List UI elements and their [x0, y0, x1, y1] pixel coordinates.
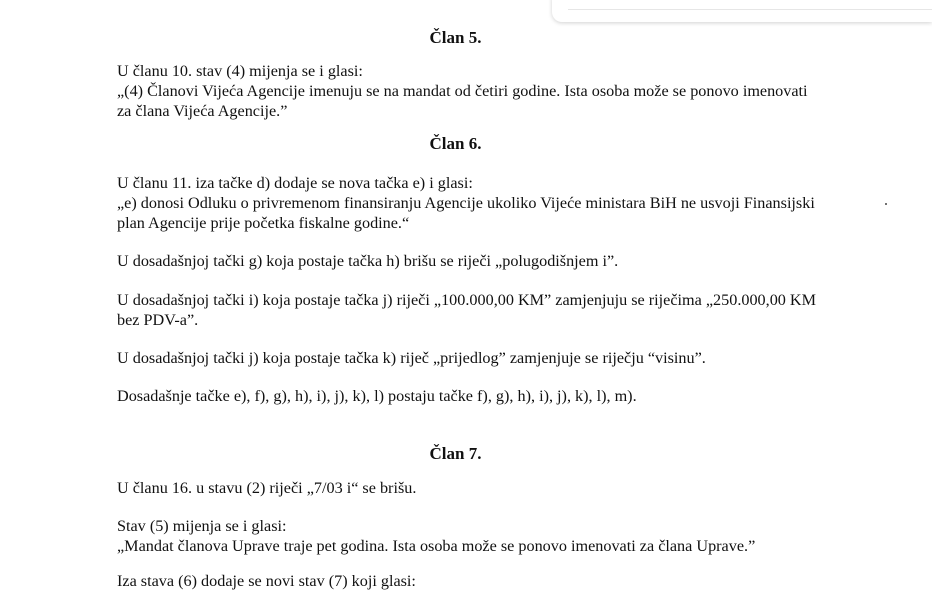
overlay-panel	[552, 0, 932, 22]
text-line: U članu 16. u stavu (2) riječi „7/03 i“ se brišu.	[117, 479, 417, 497]
heading-clan-7: Član 7.	[429, 444, 482, 463]
scan-speck	[885, 203, 887, 205]
text-line: plan Agencije prije početka fiskalne godine.“	[117, 214, 410, 232]
paragraph-clan-7-stav-6-partial	[117, 571, 837, 591]
text-line: Stav (5) mijenja se i glasi:	[117, 517, 287, 535]
text-line: za člana Vijeća Agencije.”	[117, 102, 288, 120]
heading-clan-6: Član 6.	[429, 134, 482, 153]
text-line: Dosadašnje tačke e), f), g), h), i), j), k), l) postaju tačke f), g), h), i), j), k), l), m).	[117, 387, 637, 405]
paragraph-clan-6-tacka-j	[117, 348, 837, 368]
paragraph-clan-6-intro	[117, 173, 837, 233]
paragraph-clan-7-stav-5	[117, 516, 837, 556]
text-line: U dosadašnjoj tački j) koja postaje tačka k) riječ „prijedlog” zamjenjuje se riječju “visinu”.	[117, 349, 706, 367]
text-line: U dosadašnjoj tački g) koja postaje tačka h) brišu se riječi „polugodišnjem i”.	[117, 252, 619, 270]
text-line: „e) donosi Odluku o privremenom finansiranju Agencije ukoliko Vijeće ministara BiH ne usvoji Finansijski	[117, 194, 815, 212]
paragraph-clan-6-tacka-g	[117, 251, 837, 271]
overlay-divider	[568, 9, 932, 10]
paragraph-clan-5	[117, 61, 837, 121]
text-line: U članu 11. iza tačke d) dodaje se nova tačka e) i glasi:	[117, 174, 473, 192]
paragraph-clan-6-tacka-i	[117, 290, 837, 330]
paragraph-clan-7-stav-2	[117, 478, 837, 498]
text-line: „(4) Članovi Vijeća Agencije imenuju se na mandat od četiri godine. Ista osoba može se ponovo imenovati	[117, 82, 808, 100]
text-line: „Mandat članova Uprave traje pet godina. Ista osoba može se ponovo imenovati za člana Uprave.”	[117, 537, 756, 555]
text-line: U dosadašnjoj tački i) koja postaje tačka j) riječi „100.000,00 KM” zamjenjuju se riječima „250.000,00 KM	[117, 291, 817, 309]
text-line: bez PDV-a”.	[117, 311, 199, 329]
paragraph-clan-6-tacke	[117, 386, 837, 406]
text-line: Iza stava (6) dodaje se novi stav (7) koji glasi:	[117, 572, 416, 590]
heading-clan-5: Član 5.	[429, 28, 482, 47]
text-line: U članu 10. stav (4) mijenja se i glasi:	[117, 62, 363, 80]
